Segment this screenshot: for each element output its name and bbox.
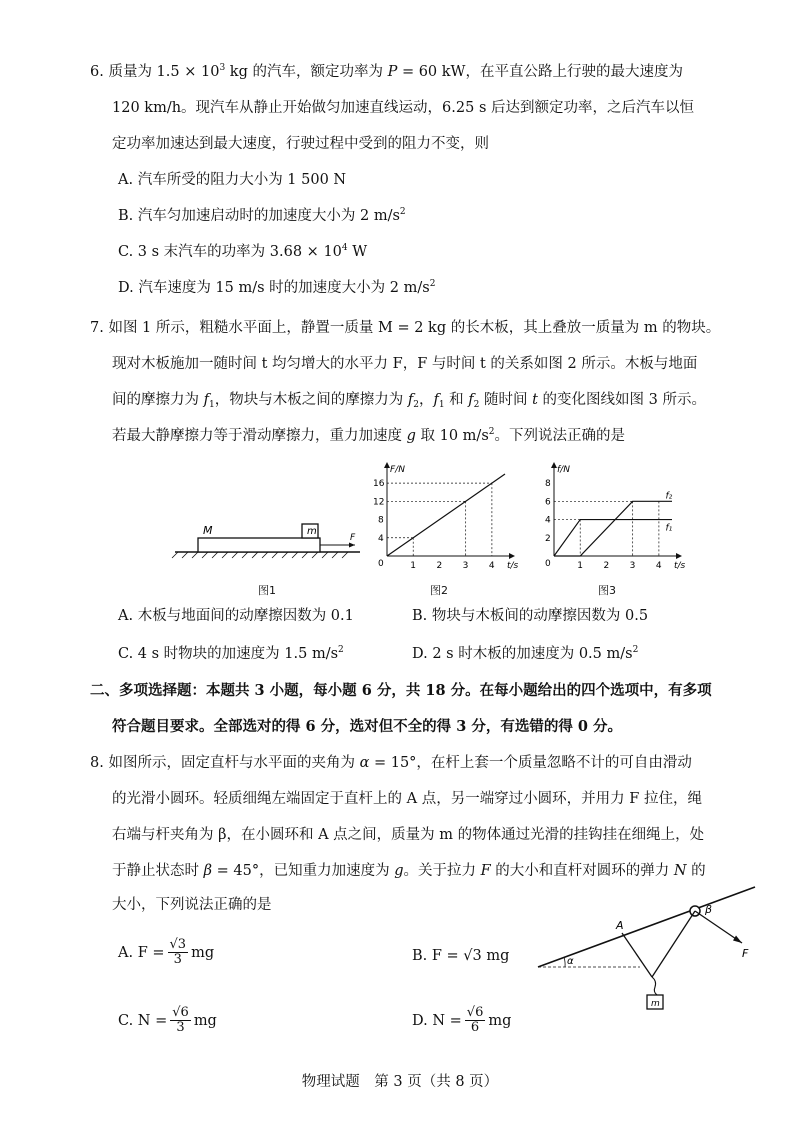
x-tick-label: 2 — [436, 561, 443, 571]
y-tick-label: 2 — [545, 533, 551, 544]
x-tick-label: 4 — [655, 561, 662, 571]
y-axis-label: f/N — [557, 465, 570, 475]
q7-option-a: A. 木板与地面间的动摩擦因数为 0.1 — [118, 608, 354, 624]
q7-figure-1 — [170, 500, 370, 580]
x-tick-label: 1 — [410, 561, 416, 571]
q7-line-3: 间的摩擦力为 $f_1$，物块与木板之间的摩擦力为 $f_2$，$f_1$ 和 $f_2$ 随时间 t 的变化图线如图 3 所示。 — [112, 392, 706, 410]
q8-line-4: 于静止状态时 β = 45°，已知重力加速度为 g。关于拉力 F 的大小和直杆对圆环的弹力 N 的 — [112, 863, 706, 879]
x-axis-label: t/s — [674, 561, 686, 571]
q6-line-1: 6. 质量为 $1.5 \times 10^3$ kg 的汽车，额定功率为 P = 60 kW，在平直公路上行驶的最大速度为 — [90, 63, 683, 80]
hook — [652, 977, 657, 995]
q6-option-d: D. 汽车速度为 15 m/s 时的加速度大小为 2 $m/s^2$ — [118, 279, 436, 296]
q8-a-suffix: mg — [191, 944, 215, 961]
q6-option-b: B. 汽车匀加速启动时的加速度大小为 2 $m/s^2$ — [118, 207, 406, 224]
series-label-f2: f₂ — [665, 491, 673, 502]
q7-line-4: 若最大静摩擦力等于滑动摩擦力，重力加速度 g 取 10 $m/s^2$。下列说法正确的是 — [112, 427, 625, 444]
origin-label: 0 — [378, 559, 384, 569]
q8-line-2: 的光滑小圆环。轻质细绳左端固定于直杆上的 A 点，另一端穿过小圆环，并用力 F 拉住，绳 — [112, 791, 702, 807]
q8-option-a — [118, 938, 214, 967]
q8-c-prefix: C. N = — [118, 1012, 168, 1029]
q8-a-fraction: $\frac{√3}{3}$ — [169, 937, 187, 967]
q8-d-prefix: D. N = — [412, 1012, 462, 1029]
fig1-label-m: m — [307, 526, 317, 537]
origin-label: 0 — [545, 559, 551, 569]
y-axis-label: F/N — [390, 465, 405, 475]
long-board — [198, 538, 320, 552]
q8-d-suffix: mg — [488, 1012, 512, 1029]
section-2-instructions: 符合题目要求。全部选对的得 6 分，选对但不全的得 3 分，有选错的得 0 分。 — [112, 718, 623, 735]
x-axis-label: t/s — [507, 561, 519, 571]
series-label-f1: f₁ — [665, 523, 673, 534]
q6-line-3: 定功率加速达到最大速度，行驶过程中受到的阻力不变，则 — [112, 136, 489, 152]
series-line — [554, 501, 672, 556]
x-tick-label: 3 — [629, 561, 636, 571]
q7-option-c: C. 4 s 时物块的加速度为 1.5 $m/s^2$ — [118, 645, 344, 662]
q8-label-m: m — [651, 999, 660, 1009]
fig1-caption: 图1 — [258, 584, 276, 597]
q8-c-suffix: mg — [193, 1012, 217, 1029]
section-2-title: 二、多项选择题：本题共 3 小题，每小题 6 分，共 18 分。在每小题给出的四个选项中，有多项 — [90, 682, 712, 699]
y-tick-label: 8 — [545, 479, 551, 490]
fig1-label-M: M — [203, 524, 213, 537]
fig1-label-F: F — [350, 533, 356, 543]
x-tick-label: 4 — [488, 561, 495, 571]
y-tick-label: 16 — [373, 479, 385, 490]
q8-label-beta: β — [705, 903, 713, 916]
q8-option-d — [412, 1006, 511, 1035]
q8-line-1: 8. 如图所示，固定直杆与水平面的夹角为 α = 15°，在杆上套一个质量忽略不计的可自由滑动 — [90, 755, 692, 771]
q6-line-2: 120 km/h。现汽车从静止开始做匀加速直线运动，6.25 s 后达到额定功率，之后汽车以恒 — [112, 100, 694, 116]
x-axis-arrow — [509, 553, 515, 559]
x-tick-label: 2 — [603, 561, 610, 571]
q7-line-2: 现对木板施加一随时间 t 均匀增大的水平力 F，F 与时间 t 的关系如图 2 所示。木板与地面 — [112, 356, 698, 372]
q8-label-F: F — [742, 947, 749, 960]
x-tick-label: 1 — [577, 561, 583, 571]
q8-option-c — [118, 1006, 217, 1035]
x-tick-label: 3 — [462, 561, 469, 571]
fig3-caption: 图3 — [598, 584, 616, 597]
q8-label-alpha: α — [567, 956, 574, 967]
q7-option-b: B. 物块与木板间的动摩擦因数为 0.5 — [412, 608, 649, 624]
q8-d-fraction: $\frac{√6}{6}$ — [466, 1005, 484, 1035]
page-footer: 物理试题 第 3 页（共 8 页） — [301, 1074, 499, 1090]
q8-label-A: A — [616, 919, 624, 932]
q6-option-c: C. 3 s 末汽车的功率为 $3.68 \times 10^4$ W — [118, 243, 368, 260]
q7-line-1: 7. 如图 1 所示，粗糙水平面上，静置一质量 M = 2 kg 的长木板，其上叠放一质量为 m 的物块。 — [90, 320, 721, 336]
q8-figure — [530, 885, 770, 1025]
q7-option-d: D. 2 s 时木板的加速度为 0.5 $m/s^2$ — [412, 645, 639, 662]
q8-option-b: B. F = √3 mg — [412, 948, 510, 964]
y-tick-label: 4 — [378, 533, 384, 544]
y-tick-label: 12 — [373, 497, 385, 508]
y-tick-label: 4 — [545, 515, 551, 526]
inclined-rod — [538, 887, 755, 967]
q8-c-fraction: $\frac{√6}{3}$ — [172, 1005, 189, 1035]
x-axis-arrow — [676, 553, 682, 559]
fig2-caption: 图2 — [430, 584, 448, 597]
q7-figure-2-chart — [365, 462, 525, 582]
series-line — [554, 520, 672, 556]
y-tick-label: 6 — [545, 497, 551, 508]
y-tick-label: 8 — [378, 515, 384, 526]
q8-line-3: 右端与杆夹角为 β，在小圆环和 A 点之间，质量为 m 的物体通过光滑的挂钩挂在细绳上，处 — [112, 827, 705, 843]
q7-figure-3-chart — [532, 462, 692, 582]
q8-a-prefix: A. F = — [118, 944, 165, 961]
q6-option-a: A. 汽车所受的阻力大小为 1 500 N — [118, 172, 347, 188]
series-line-F — [387, 474, 505, 556]
q8-line-5: 大小，下列说法正确的是 — [112, 897, 272, 913]
